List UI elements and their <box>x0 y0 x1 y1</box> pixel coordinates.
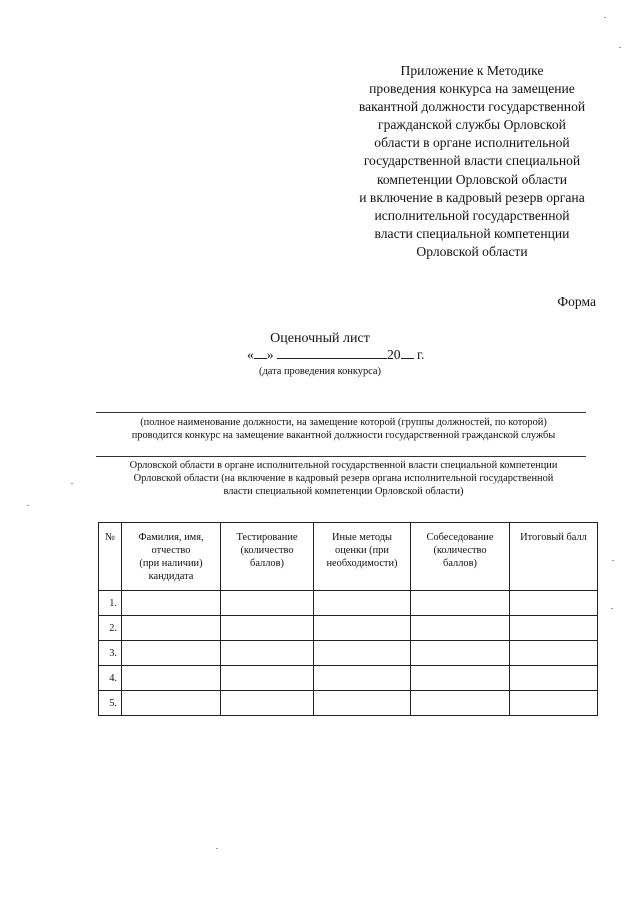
appendix-line: Орловской области <box>416 243 528 259</box>
organ-note <box>96 459 591 499</box>
row-number: 3. <box>99 641 122 666</box>
total-cell <box>510 591 598 616</box>
row-number: 2. <box>99 616 122 641</box>
col-header-testing: Тестирование (количество баллов) <box>221 523 314 591</box>
date-caption: (дата проведения конкурса) <box>258 366 381 377</box>
appendix-line: государственной власти специальной <box>363 153 581 169</box>
organ-note-line: Орловской области (на включение в кадровый резерв органа исполнительной государственной <box>133 473 554 485</box>
scan-speck <box>604 17 606 18</box>
table-row <box>99 616 598 641</box>
name-cell <box>122 591 221 616</box>
total-cell <box>510 666 598 691</box>
table-row <box>99 666 598 691</box>
other-methods-cell <box>314 666 411 691</box>
interview-cell <box>411 616 510 641</box>
year-prefix: 20 <box>387 347 401 362</box>
scan-speck <box>27 505 29 506</box>
col-header-name: Фамилия, имя, отчество (при наличии) кандидата <box>122 523 221 591</box>
col-header-number: № <box>99 523 122 591</box>
table-row <box>99 591 598 616</box>
other-methods-cell <box>314 591 411 616</box>
day-blank <box>254 346 267 359</box>
scan-speck <box>216 848 218 849</box>
total-cell <box>510 691 598 716</box>
total-cell <box>510 641 598 666</box>
month-blank <box>277 346 387 359</box>
scan-speck <box>612 560 614 561</box>
interview-cell <box>411 641 510 666</box>
scan-speck <box>619 47 621 48</box>
scan-speck <box>611 608 613 609</box>
appendix-line: власти специальной компетенции <box>374 225 570 241</box>
appendix-line: компетенции Орловской области <box>376 171 568 187</box>
position-note-line: (полное наименование должности, на замещение которой (группы должностей, по которой) <box>140 417 547 428</box>
appendix-line: проведения конкурса на замещение <box>369 81 575 97</box>
appendix-line: и включение в кадровый резерв органа <box>359 189 585 205</box>
document-title: Оценочный лист <box>270 331 370 346</box>
score-table <box>98 522 598 716</box>
form-label: Форма <box>557 294 596 309</box>
date-close-quote: » <box>266 347 274 362</box>
organ-fill-line <box>96 456 586 457</box>
name-cell <box>122 641 221 666</box>
name-cell <box>122 616 221 641</box>
row-number: 1. <box>99 591 122 616</box>
position-fill-line <box>96 412 586 413</box>
testing-cell <box>221 641 314 666</box>
table-row <box>99 641 598 666</box>
other-methods-cell <box>314 616 411 641</box>
appendix-note <box>338 62 606 261</box>
organ-note-line: Орловской области в органе исполнительной государственной власти специальной компетенции <box>129 460 558 471</box>
year-suffix: г. <box>417 347 425 362</box>
appendix-line: области в органе исполнительной <box>374 135 570 151</box>
testing-cell <box>221 591 314 616</box>
date-line <box>247 346 424 363</box>
name-cell <box>122 691 221 716</box>
appendix-line: гражданской службы Орловской <box>378 117 566 133</box>
col-header-interview: Собеседование (количество баллов) <box>411 523 510 591</box>
table-header-row <box>99 523 598 591</box>
name-cell <box>122 666 221 691</box>
testing-cell <box>221 666 314 691</box>
organ-note-line: власти специальной компетенции Орловской области) <box>223 486 464 498</box>
appendix-line: вакантной должности государственной <box>358 99 586 115</box>
appendix-line: исполнительной государственной <box>374 207 570 223</box>
testing-cell <box>221 691 314 716</box>
scan-speck <box>71 483 73 484</box>
col-header-other-methods: Иные методы оценки (при необходимости) <box>314 523 411 591</box>
other-methods-cell <box>314 641 411 666</box>
position-note-line: проводится конкурс на замещение вакантной должности государственной гражданской службы <box>131 430 556 442</box>
date-open-quote: « <box>247 347 254 362</box>
total-cell <box>510 616 598 641</box>
interview-cell <box>411 691 510 716</box>
row-number: 4. <box>99 666 122 691</box>
interview-cell <box>411 591 510 616</box>
interview-cell <box>411 666 510 691</box>
appendix-line: Приложение к Методике <box>400 63 544 78</box>
col-header-total: Итоговый балл <box>510 523 598 591</box>
year-blank <box>401 346 414 359</box>
table-row <box>99 691 598 716</box>
other-methods-cell <box>314 691 411 716</box>
testing-cell <box>221 616 314 641</box>
position-note <box>96 416 591 442</box>
row-number: 5. <box>99 691 122 716</box>
